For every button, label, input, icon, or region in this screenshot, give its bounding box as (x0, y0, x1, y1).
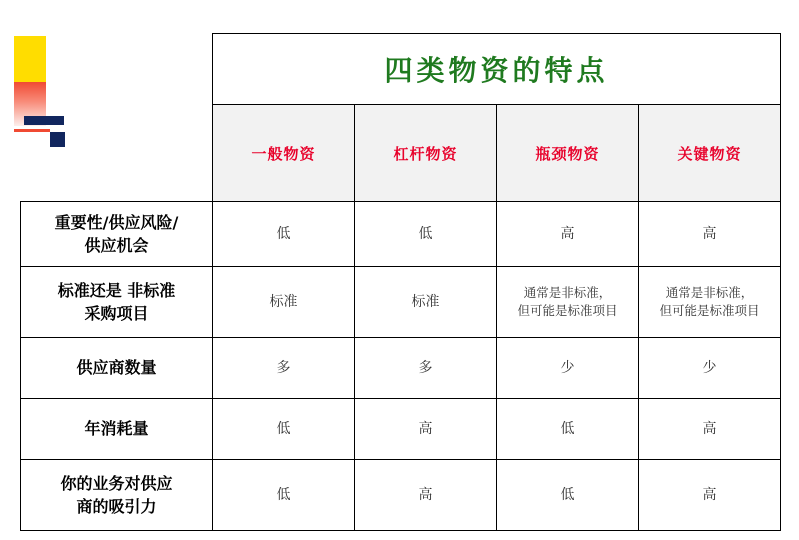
table-header-row (21, 105, 781, 202)
row-label-line: 采购项目 (84, 304, 149, 323)
page-title: 四类物资的特点 (384, 54, 609, 87)
four-category-matrix-table (20, 33, 781, 531)
slide-title-cell (213, 34, 781, 105)
cell-value: 高 (355, 399, 497, 460)
column-header-label: 关键物资 (677, 144, 742, 163)
row-label-supplier-count (21, 338, 213, 399)
row-label-importance (21, 202, 213, 267)
table-row (21, 338, 781, 399)
cell-value: 标准 (355, 267, 497, 338)
cell-value: 通常是非标准， 但可能是标准项目 (497, 267, 639, 338)
column-header-leverage (355, 105, 497, 202)
table-row (21, 460, 781, 531)
table-row (21, 399, 781, 460)
column-header-label: 杠杆物资 (393, 144, 458, 163)
row-label-line: 供应机会 (84, 236, 149, 255)
row-label-line: 供应商数量 (76, 358, 157, 378)
title-row-spacer (21, 34, 213, 105)
header-row-spacer (21, 105, 213, 202)
column-header-label: 一般物资 (251, 144, 316, 163)
cell-value: 低 (497, 399, 639, 460)
cell-value: 高 (497, 202, 639, 267)
row-label-line: 重要性/供应风险/ (54, 212, 179, 232)
row-label-business-attractiveness (21, 460, 213, 531)
column-header-critical (639, 105, 781, 202)
cell-value: 少 (639, 338, 781, 399)
cell-value: 低 (213, 202, 355, 267)
cell-value: 高 (639, 202, 781, 267)
row-label-annual-consumption (21, 399, 213, 460)
row-label-line: 标准还是 非标准 (57, 280, 176, 300)
row-label-line: 你的业务对供应 (60, 473, 173, 493)
cell-value: 多 (213, 338, 355, 399)
cell-value: 低 (213, 460, 355, 531)
cell-value: 低 (213, 399, 355, 460)
row-label-line: 年消耗量 (84, 419, 149, 439)
cell-value: 高 (639, 460, 781, 531)
slide-table-container (20, 33, 780, 531)
column-header-bottleneck (497, 105, 639, 202)
cell-value: 多 (355, 338, 497, 399)
row-label-line: 商的吸引力 (76, 497, 157, 516)
table-row (21, 267, 781, 338)
cell-value: 高 (355, 460, 497, 531)
table-row (21, 202, 781, 267)
cell-value: 高 (639, 399, 781, 460)
cell-value: 标准 (213, 267, 355, 338)
table-title-row (21, 34, 781, 105)
cell-value: 少 (497, 338, 639, 399)
cell-value: 低 (497, 460, 639, 531)
column-header-label: 瓶颈物资 (535, 144, 600, 163)
cell-value: 低 (355, 202, 497, 267)
column-header-general (213, 105, 355, 202)
row-label-standard-vs-nonstandard (21, 267, 213, 338)
cell-value: 通常是非标准， 但可能是标准项目 (639, 267, 781, 338)
